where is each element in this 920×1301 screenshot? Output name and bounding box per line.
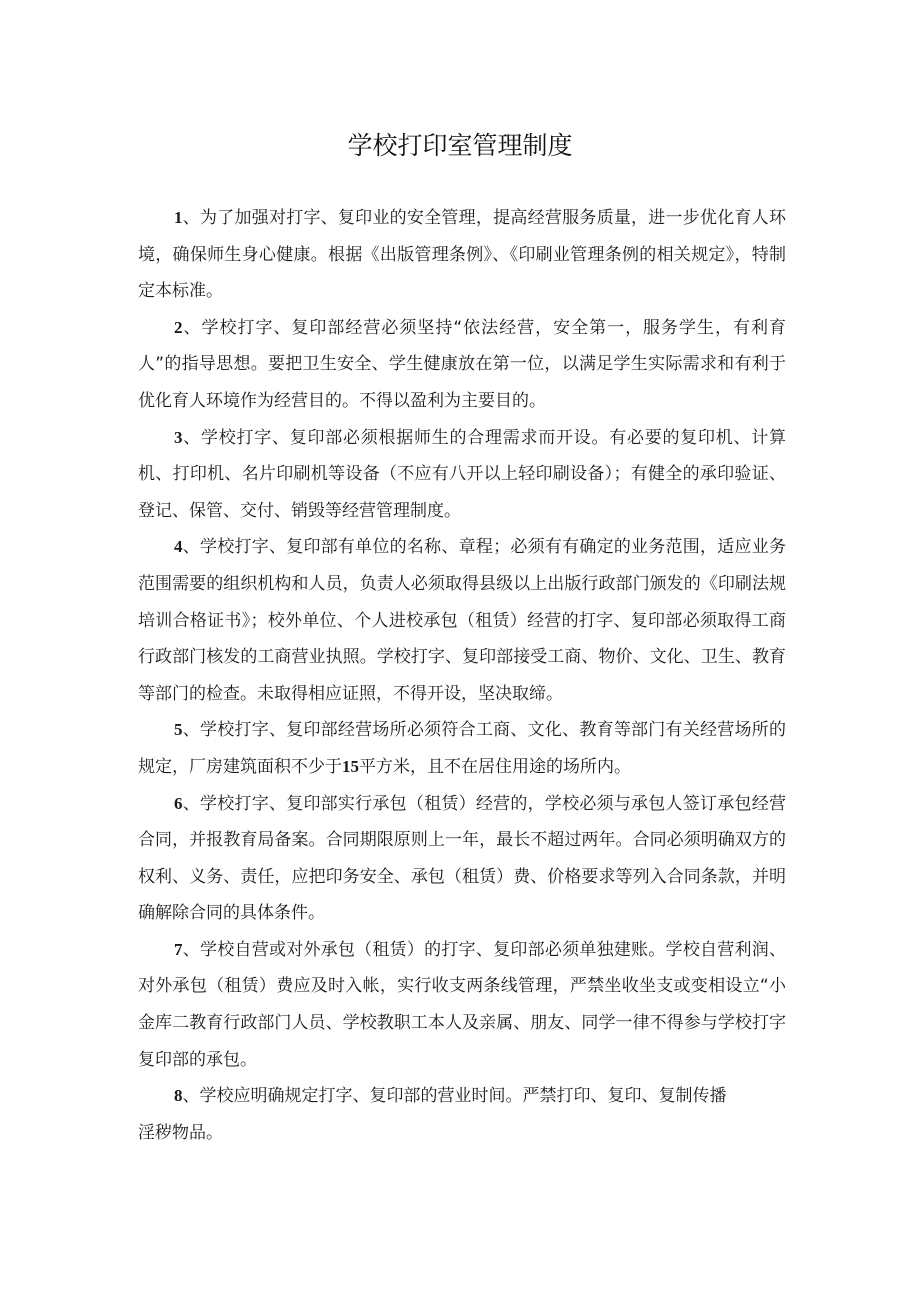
paragraph-number: 8: [174, 1086, 183, 1106]
paragraph-1: [138, 200, 786, 310]
paragraph-number: 5: [174, 720, 183, 740]
paragraph-text: 、学校打字、复印部有单位的名称、章程；必须有有确定的业务范围，适应业务范围需要的组织机构和人员，负责人必须取得县级以上出版行政部门颁发的《印刷法规培训合格证书》；校外单位、个人进校承包（租赁）经营的打字、复印部必须取得工商行政部门核发的工商营业执照。学校打字、复印部接受工商、物价、文化、卫生、教育等部门的检查。未取得相应证照，不得开设，坚决取缔。: [138, 537, 786, 704]
paragraph-8: [138, 1078, 786, 1115]
paragraph-text: 、学校打字、复印部实行承包（租赁）经营的，学校必须与承包人签订承包经营合同，并报教育局备案。合同期限原则上一年，最长不超过两年。合同必须明确双方的权利、义务、责任，应把印务安全、承包（租赁）费、价格要求等列入合同条款，并明确解除合同的具体条件。: [138, 793, 786, 924]
paragraph-number: 2: [174, 317, 183, 337]
paragraph-5: [138, 712, 786, 785]
paragraph-number: 4: [174, 537, 183, 557]
paragraph-number: 6: [174, 793, 183, 813]
paragraph-4: [138, 529, 786, 712]
area-number: 15: [342, 756, 359, 776]
paragraph-text: 、学校打字、复印部经营必须坚持“依法经营，安全第一，服务学生，有利育人”的指导思想。要把卫生安全、学生健康放在第一位，以满足学生实际需求和有利于优化育人环境作为经营目的。不得以盈利为主要目的。: [138, 317, 786, 411]
paragraph-text-end: 平方米，且不在居住用途的场所内。: [359, 756, 631, 777]
paragraph-text: 、学校自营或对外承包（租赁）的打字、复印部必须单独建账。学校自营利润、对外承包（租赁）费应及时入帐，实行收支两条线管理，严禁坐收坐支或变相设立“小金库二教育行政部门人员、学校教职工本人及亲属、朋友、同学一律不得参与学校打字复印部的承包。: [138, 939, 786, 1070]
paragraph-number: 3: [174, 427, 183, 447]
paragraph-3: [138, 420, 786, 530]
paragraph-text: 、学校打字、复印部必须根据师生的合理需求而开设。有必要的复印机、计算机、打印机、名片印刷机等设备（不应有八开以上轻印刷设备）；有健全的承印验证、登记、保管、交付、销毁等经营管理制度。: [138, 427, 786, 521]
paragraph-7: [138, 932, 786, 1078]
paragraph-text: 、学校应明确规定打字、复印部的营业时间。严禁打印、复印、复制传播: [182, 1086, 727, 1107]
paragraph-number: 1: [174, 208, 183, 227]
paragraph-text: 、学校打字、复印部经营场所必须符合工商、文化、教育等部门有关经营场所的规定，厂房建筑面积不少于: [138, 720, 786, 777]
paragraph-text: 、为了加强对打字、复印业的安全管理，提高经营服务质量，进一步优化育人环境，确保师生身心健康。根据《出版管理条例》、《印刷业管理条例的相关规定》，特制定本标准。: [138, 208, 786, 302]
document-body: [138, 200, 786, 1151]
page-title: 学校打印室管理制度: [347, 131, 573, 160]
paragraph-number: 7: [174, 939, 183, 959]
paragraph-2: [138, 310, 786, 420]
paragraph-6: [138, 786, 786, 932]
paragraph-8-continuation: 淫秽物品。: [138, 1122, 223, 1143]
